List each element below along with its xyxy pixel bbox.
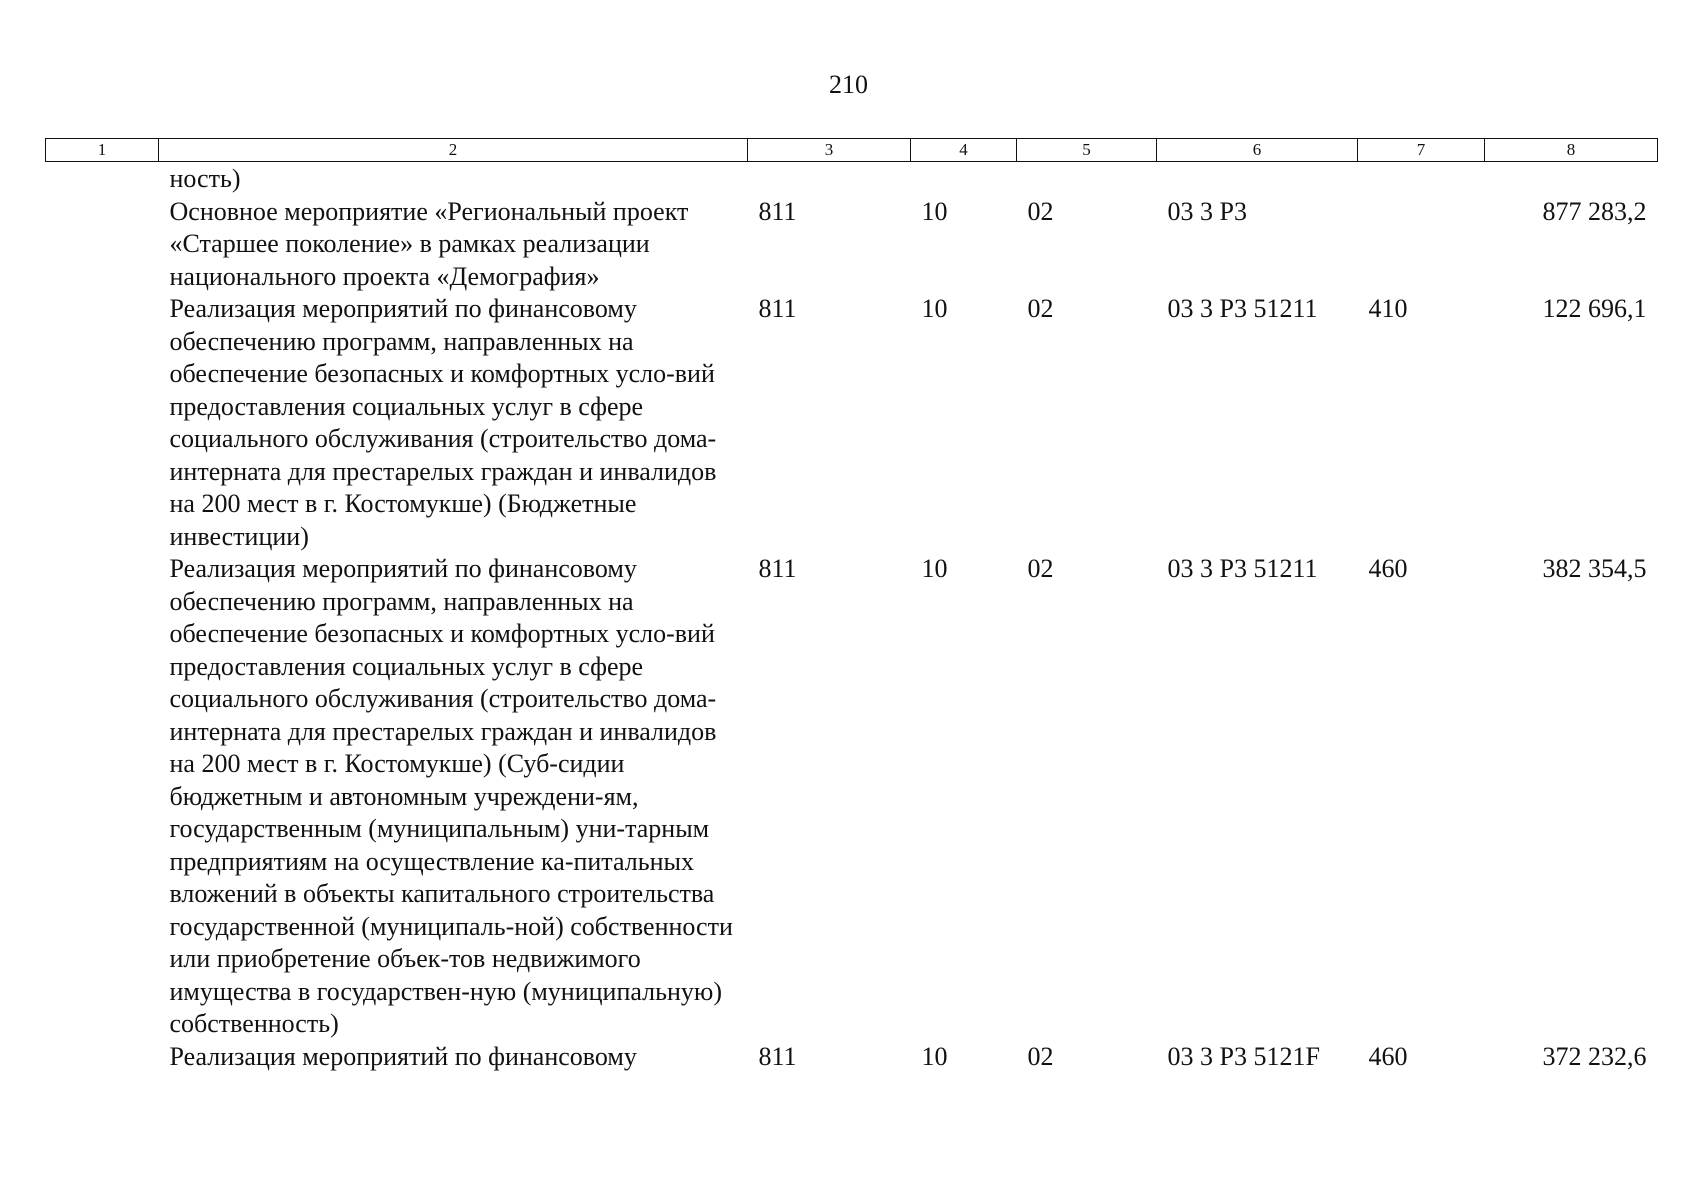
- expense-type-cell: [1358, 162, 1485, 196]
- description-cell: ность): [169, 164, 241, 193]
- table-body: [46, 162, 1658, 1074]
- description-cell: Основное мероприятие «Региональный проект «Старшее поколение» в рамках реализации национального проекта «Демография»: [169, 196, 689, 291]
- amount-cell: 372 232,6: [1542, 1041, 1647, 1071]
- column-header-1: 1: [46, 139, 159, 162]
- amount-cell: 122 696,1: [1542, 294, 1647, 323]
- amount-cell: 877 283,2: [1542, 196, 1647, 226]
- target-article-cell: 03 3 P3 5121F: [1167, 1041, 1320, 1071]
- section-code-cell: 10: [921, 554, 948, 583]
- description-cell: Реализация мероприятий по финансовому обеспечению программ, направленных на обеспечение безопасных и комфортных усло-вий предоставления социальных услуг в сфере социального обслуживания (строительство дома-интерната для престарелых граждан и инвалидов на 200 мест в г. Костомукше) (Суб-сидии бюджетным и автономным учреждени-ям, государственным (муниципальным) уни-тарным предприятиям на осуществление ка-питальных вложений в объекты капитального строительства государственной (муниципаль-ной) собственности или приобретение объек-тов недвижимого имущества в государствен-ную (муниципальную) собственность): [169, 554, 733, 1038]
- ministry-code-cell: 811: [758, 294, 797, 323]
- column-header-8: 8: [1485, 139, 1658, 162]
- target-article-cell: 03 3 P3 51211: [1167, 294, 1318, 323]
- amount-cell: 382 354,5: [1542, 554, 1647, 583]
- column-header-3: 3: [748, 139, 911, 162]
- target-article-cell: [1157, 162, 1358, 196]
- section-code-cell: 10: [921, 1041, 948, 1071]
- table-row: [46, 553, 1658, 1041]
- table-row: [46, 196, 1658, 294]
- section-code-cell: 10: [921, 294, 948, 323]
- section-code-cell: [911, 162, 1017, 196]
- subsection-code-cell: 02: [1027, 554, 1054, 583]
- ministry-code-cell: 811: [758, 196, 797, 226]
- subsection-code-cell: [1017, 162, 1157, 196]
- subsection-code-cell: 02: [1027, 1041, 1054, 1071]
- subsection-code-cell: 02: [1027, 196, 1054, 226]
- amount-cell: [1485, 162, 1658, 196]
- page-number: 210: [829, 70, 868, 99]
- row-number-cell: [46, 1041, 159, 1074]
- column-header-6: 6: [1157, 139, 1358, 162]
- column-header-4: 4: [911, 139, 1017, 162]
- row-number-cell: [46, 293, 159, 553]
- description-cell: Реализация мероприятий по финансовому обеспечению программ, направленных на обеспечение безопасных и комфортных усло-вий предоставления социальных услуг в сфере социального обслуживания (строительство дома-интерната для престарелых граждан и инвалидов на 200 мест в г. Костомукше) (Бюджетные инвестиции): [169, 294, 717, 551]
- target-article-cell: 03 3 P3 51211: [1167, 554, 1318, 583]
- column-number-row: [46, 139, 1658, 162]
- row-number-cell: [46, 196, 159, 294]
- expense-type-cell: 460: [1368, 1041, 1408, 1071]
- target-article-cell: 03 3 P3: [1167, 196, 1247, 226]
- ministry-code-cell: 811: [758, 1041, 797, 1071]
- table-row: [46, 1041, 1658, 1074]
- ministry-code-cell: [748, 162, 911, 196]
- ministry-code-cell: 811: [758, 554, 797, 583]
- row-number-cell: [46, 553, 159, 1041]
- expense-type-cell: 410: [1368, 294, 1408, 323]
- expense-type-cell: [1358, 196, 1485, 294]
- column-header-2: 2: [159, 139, 748, 162]
- table-row: [46, 162, 1658, 196]
- table-row: [46, 293, 1658, 553]
- expense-type-cell: 460: [1368, 554, 1408, 583]
- subsection-code-cell: 02: [1027, 294, 1054, 323]
- table-header: [46, 139, 1658, 162]
- column-header-7: 7: [1358, 139, 1485, 162]
- row-number-cell: [46, 162, 159, 196]
- column-header-5: 5: [1017, 139, 1157, 162]
- description-cell: Реализация мероприятий по финансовому: [169, 1041, 637, 1071]
- section-code-cell: 10: [921, 196, 948, 226]
- budget-table: [45, 138, 1658, 1073]
